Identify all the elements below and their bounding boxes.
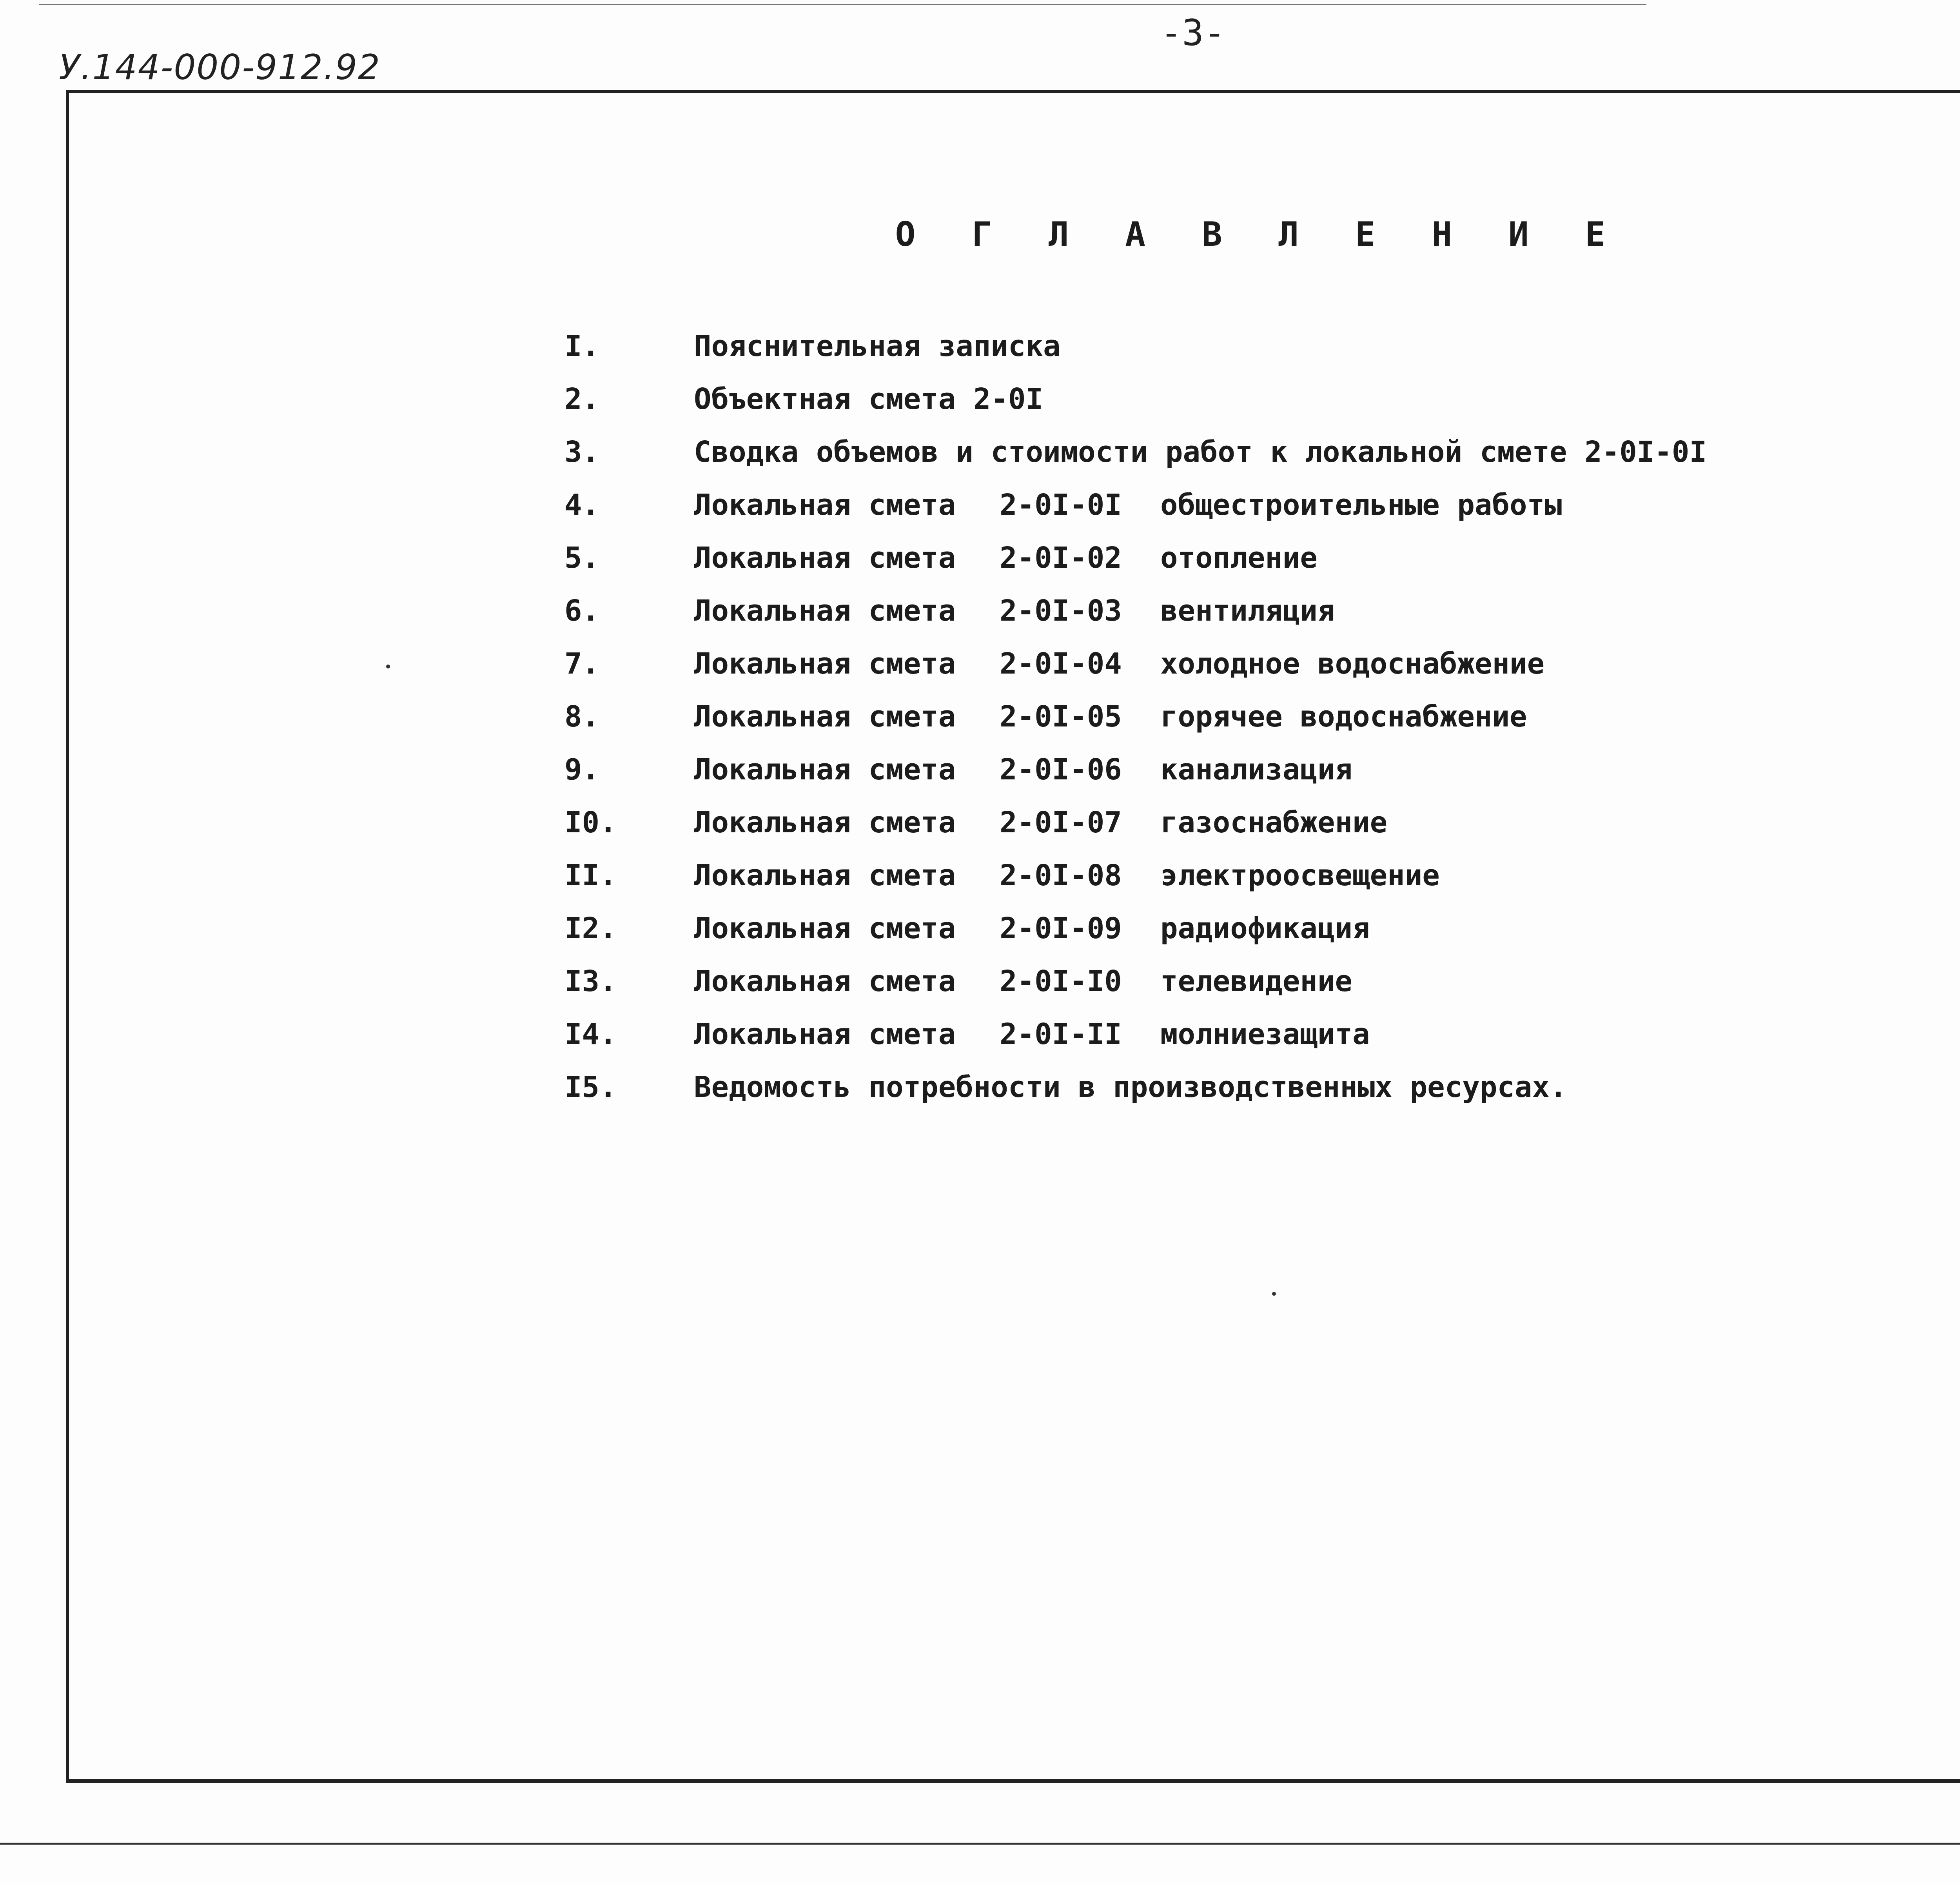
toc-item: [0, 806, 1960, 849]
scan-speck: [386, 665, 390, 668]
toc-item: [0, 382, 1960, 425]
toc-item-description: горячее водоснабжение: [1160, 700, 1527, 734]
toc-item: [0, 859, 1960, 902]
toc-item-number: I2.: [564, 912, 617, 945]
toc-item-kind: Локальная смета: [694, 859, 956, 892]
toc-item-number: I3.: [564, 964, 617, 998]
toc-item-number: 6.: [564, 594, 600, 628]
document-code: У.144-000-912.92: [59, 47, 381, 87]
toc-item-description: отопление: [1160, 541, 1318, 575]
toc-item-code: 2-0I-07: [1000, 806, 1122, 839]
toc-item: [0, 647, 1960, 690]
toc-item-description: канализация: [1160, 753, 1353, 786]
toc-item-number: 3.: [564, 435, 600, 469]
top-edge-rule: [39, 4, 1646, 5]
page-title: О Г Л А В Л Е Н И Е: [895, 215, 1624, 254]
sheet-number: -3-: [1160, 12, 1226, 54]
toc-item-number: 4.: [564, 488, 600, 522]
toc-item-description: радиофикация: [1160, 912, 1370, 945]
toc-item-number: I0.: [564, 806, 617, 839]
toc-item: [0, 1070, 1960, 1113]
toc-item-code: 2-0I-II: [1000, 1017, 1122, 1051]
toc-item: [0, 753, 1960, 796]
toc-item-kind: Локальная смета: [694, 488, 956, 522]
toc-item-code: 2-0I-05: [1000, 700, 1122, 734]
toc-item-code: 2-0I-03: [1000, 594, 1122, 628]
toc-item-description: телевидение: [1160, 964, 1353, 998]
toc-item-text: Ведомость потребности в производственных ресурсах.: [694, 1070, 1567, 1104]
toc-item-code: 2-0I-0I: [1000, 488, 1122, 522]
toc-item: [0, 964, 1960, 1008]
toc-item: [0, 594, 1960, 637]
toc-item-kind: Локальная смета: [694, 912, 956, 945]
toc-item-number: 8.: [564, 700, 600, 734]
toc-item-number: 5.: [564, 541, 600, 575]
toc-item-number: I.: [564, 329, 600, 363]
toc-item-description: газоснабжение: [1160, 806, 1388, 839]
toc-item-code: 2-0I-04: [1000, 647, 1122, 681]
toc-item: [0, 912, 1960, 955]
bottom-edge-rule: [0, 1843, 1960, 1845]
toc-item-code: 2-0I-02: [1000, 541, 1122, 575]
toc-item-kind: Локальная смета: [694, 753, 956, 786]
toc-item-code: 2-0I-I0: [1000, 964, 1122, 998]
toc-item-kind: Локальная смета: [694, 964, 956, 998]
toc-item-number: 7.: [564, 647, 600, 681]
toc-item: [0, 488, 1960, 531]
toc-item-kind: Локальная смета: [694, 1017, 956, 1051]
toc-item-kind: Локальная смета: [694, 541, 956, 575]
toc-item-number: 9.: [564, 753, 600, 786]
toc-item: [0, 435, 1960, 478]
toc-item: [0, 541, 1960, 584]
toc-item-text: Сводка объемов и стоимости работ к локальной смете 2-0I-0I: [694, 435, 1707, 469]
toc-item-kind: Локальная смета: [694, 647, 956, 681]
toc-item-description: электроосвещение: [1160, 859, 1440, 892]
toc-item-text: Пояснительная записка: [694, 329, 1061, 363]
toc-item-code: 2-0I-08: [1000, 859, 1122, 892]
toc-item-number: II.: [564, 859, 617, 892]
toc-item-description: вентиляция: [1160, 594, 1335, 628]
toc-item-number: 2.: [564, 382, 600, 416]
toc-item: [0, 700, 1960, 743]
toc-item-number: I5.: [564, 1070, 617, 1104]
toc-item-kind: Локальная смета: [694, 806, 956, 839]
toc-item-code: 2-0I-06: [1000, 753, 1122, 786]
scan-speck: [1272, 1292, 1276, 1296]
toc-item-description: молниезащита: [1160, 1017, 1370, 1051]
toc-item-code: 2-0I-09: [1000, 912, 1122, 945]
toc-item-text: Объектная смета 2-0I: [694, 382, 1044, 416]
toc-item-kind: Локальная смета: [694, 700, 956, 734]
toc-item-description: холодное водоснабжение: [1160, 647, 1545, 681]
toc-item: [0, 1017, 1960, 1061]
toc-item-number: I4.: [564, 1017, 617, 1051]
toc-item: [0, 329, 1960, 372]
toc-item-kind: Локальная смета: [694, 594, 956, 628]
toc-item-description: общестроительные работы: [1160, 488, 1562, 522]
